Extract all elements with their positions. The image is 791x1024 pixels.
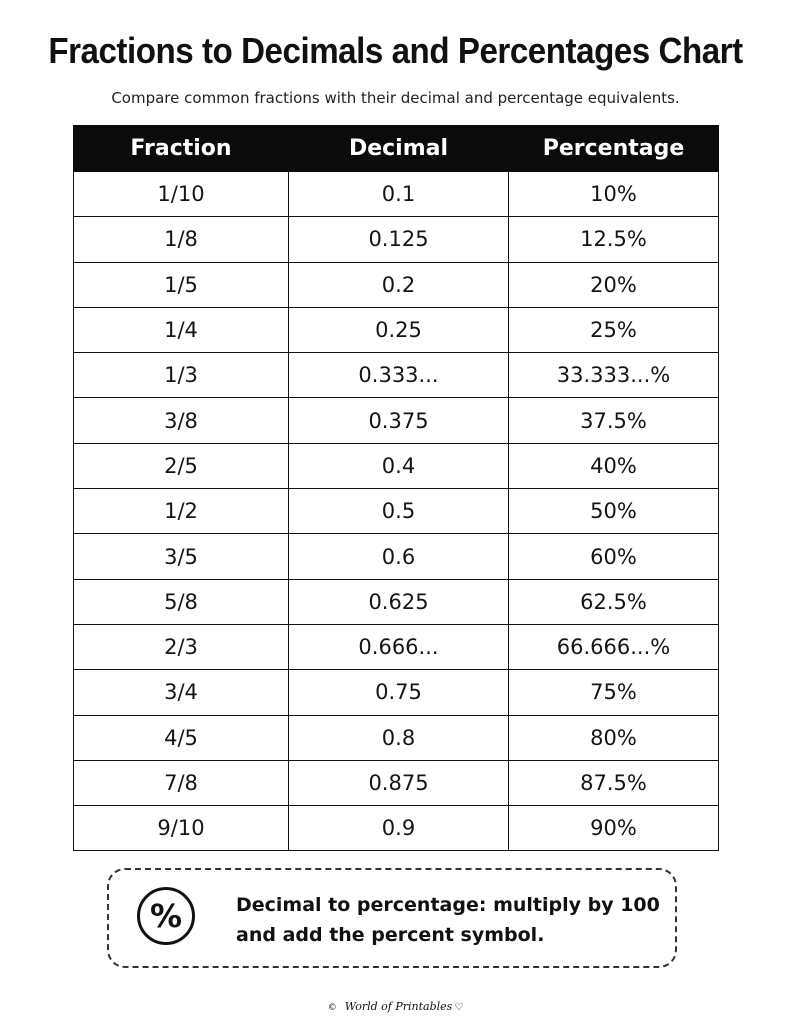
decimal-cell: 0.2 [289,262,509,307]
fraction-cell: 1/4 [74,307,289,352]
percentage-cell: 12.5% [509,217,719,262]
table-row [74,443,719,488]
table-row [74,534,719,579]
fraction-cell: 2/3 [74,624,289,669]
percentage-cell: 33.333...% [509,353,719,398]
table-row [74,489,719,534]
decimal-cell: 0.4 [289,443,509,488]
percent-icon: % [137,887,195,945]
decimal-cell: 0.375 [289,398,509,443]
brand-name: World of Printables [344,1000,453,1013]
percentage-cell: 50% [509,489,719,534]
decimal-cell: 0.9 [289,806,509,851]
fraction-cell: 3/4 [74,670,289,715]
fraction-cell: 7/8 [74,760,289,805]
percentage-cell: 90% [509,806,719,851]
fraction-cell: 1/2 [74,489,289,534]
fraction-cell: 1/3 [74,353,289,398]
percentage-cell: 20% [509,262,719,307]
fraction-cell: 5/8 [74,579,289,624]
fraction-cell: 3/8 [74,398,289,443]
fraction-cell: 1/5 [74,262,289,307]
table-header-row [74,126,719,172]
fraction-cell: 4/5 [74,715,289,760]
percentage-cell: 40% [509,443,719,488]
table-row [74,760,719,805]
conversion-table [73,125,719,851]
fraction-cell: 3/5 [74,534,289,579]
percentage-cell: 80% [509,715,719,760]
table-row [74,806,719,851]
fraction-cell: 2/5 [74,443,289,488]
table-row [74,307,719,352]
decimal-cell: 0.666... [289,624,509,669]
table-row [74,217,719,262]
table-row [74,262,719,307]
table-row [74,579,719,624]
decimal-cell: 0.25 [289,307,509,352]
page-subtitle: Compare common fractions with their decimal and percentage equivalents. [111,89,680,107]
tip-line-1: Decimal to percentage: multiply by 100 [236,894,660,916]
decimal-cell: 0.8 [289,715,509,760]
decimal-cell: 0.875 [289,760,509,805]
decimal-cell: 0.5 [289,489,509,534]
table-row [74,670,719,715]
decimal-cell: 0.333... [289,353,509,398]
footer-brand [0,1000,791,1013]
heart-icon: ♡ [454,1002,464,1013]
header-decimal: Decimal [289,126,509,172]
decimal-cell: 0.125 [289,217,509,262]
decimal-cell: 0.1 [289,172,509,217]
decimal-cell: 0.6 [289,534,509,579]
table-row [74,353,719,398]
tip-text [236,890,666,950]
percentage-cell: 62.5% [509,579,719,624]
fraction-cell: 9/10 [74,806,289,851]
percentage-cell: 10% [509,172,719,217]
copyright-icon: © [327,1003,337,1013]
table-row [74,715,719,760]
percentage-cell: 87.5% [509,760,719,805]
table-row [74,624,719,669]
percentage-cell: 60% [509,534,719,579]
table-row [74,398,719,443]
table-row [74,172,719,217]
conversion-tip-box [107,868,677,968]
decimal-cell: 0.625 [289,579,509,624]
header-fraction: Fraction [74,126,289,172]
percentage-cell: 66.666...% [509,624,719,669]
fraction-cell: 1/8 [74,217,289,262]
tip-line-2: and add the percent symbol. [236,924,545,946]
decimal-cell: 0.75 [289,670,509,715]
percentage-cell: 37.5% [509,398,719,443]
percentage-cell: 25% [509,307,719,352]
percentage-cell: 75% [509,670,719,715]
page-title: Fractions to Decimals and Percentages Chart [48,30,743,71]
header-percentage: Percentage [509,126,719,172]
fraction-cell: 1/10 [74,172,289,217]
